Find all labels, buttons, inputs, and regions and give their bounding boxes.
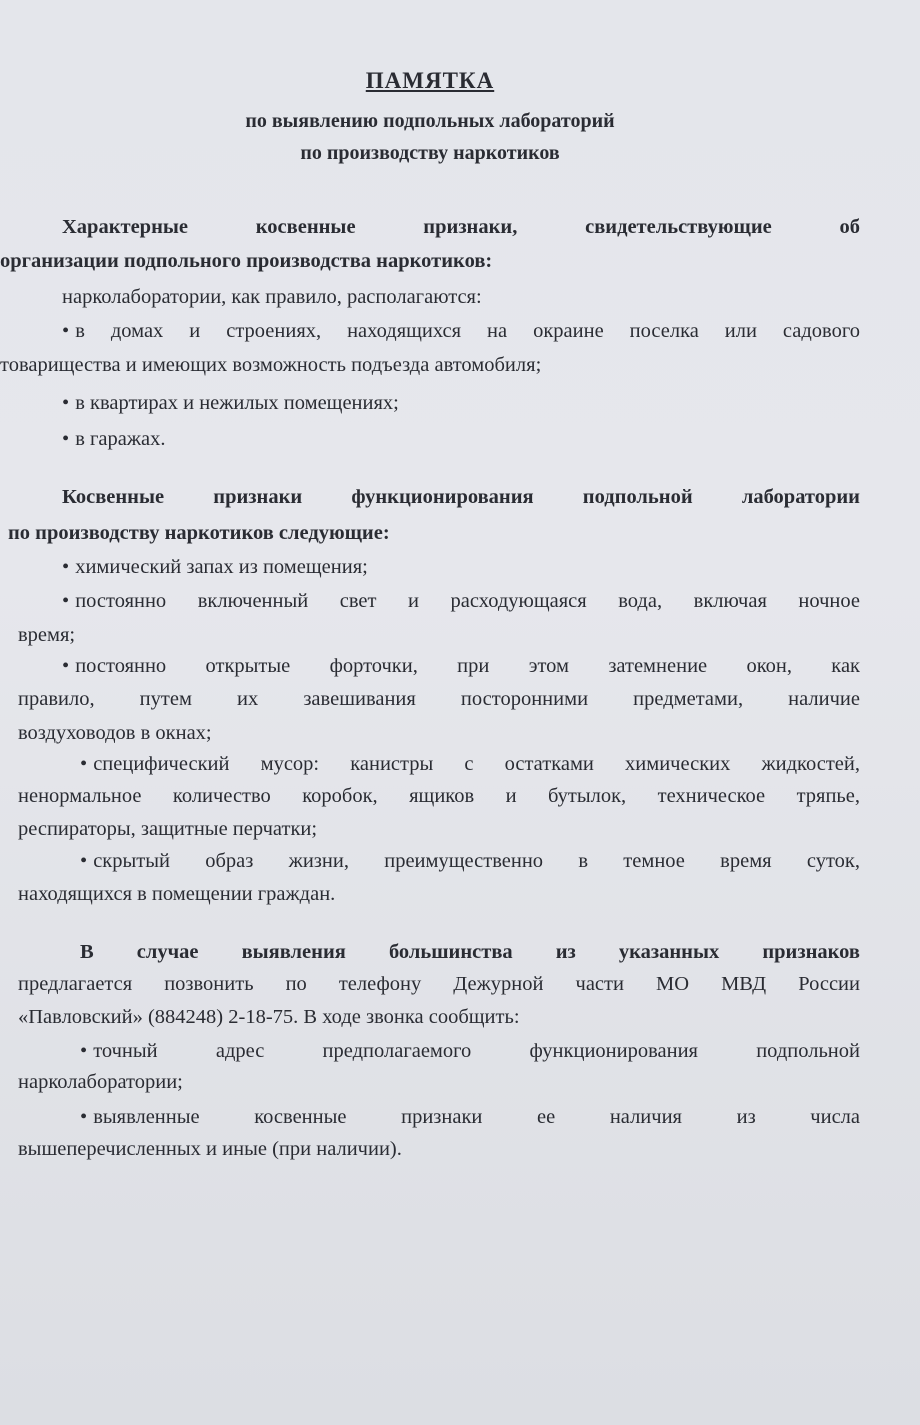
list-item bbox=[80, 1036, 860, 1066]
list-item-continuation: товарищества и имеющих возможность подъезда автомобиля; bbox=[0, 354, 542, 376]
list-item-text: скрытый образ жизни, преимущественно в темное время суток, bbox=[93, 850, 860, 872]
section1-heading-line2: организации подпольного производства наркотиков: bbox=[0, 250, 493, 272]
list-item bbox=[62, 552, 860, 582]
bullet-icon: • bbox=[62, 655, 70, 677]
list-item bbox=[62, 316, 860, 346]
list-item bbox=[62, 651, 860, 681]
document-subtitle-line1: по выявлению подпольных лабораторий bbox=[245, 110, 615, 132]
document-subtitle-line2: по производству наркотиков bbox=[300, 142, 560, 164]
bullet-icon: • bbox=[62, 556, 70, 578]
list-item-continuation: время; bbox=[18, 624, 76, 646]
list-item bbox=[80, 749, 860, 779]
list-item-text: постоянно открытые форточки, при этом затемнение окон, как bbox=[75, 655, 860, 677]
list-item bbox=[62, 388, 860, 418]
list-item-continuation: ненормальное количество коробок, ящиков и бутылок, техническое тряпье, bbox=[18, 785, 860, 807]
list-item-text: в гаражах. bbox=[75, 428, 166, 450]
section1-intro: нарколаборатории, как правило, располагаются: bbox=[62, 286, 482, 308]
list-item-continuation: респираторы, защитные перчатки; bbox=[18, 818, 318, 840]
section3-heading: В случае выявления большинства из указанных признаков bbox=[80, 941, 860, 963]
section3-paragraph-line: «Павловский» (884248) 2-18-75. В ходе звонка сообщить: bbox=[18, 1006, 520, 1028]
list-item-continuation: находящихся в помещении граждан. bbox=[18, 883, 336, 905]
list-item-continuation: правило, путем их завешивания посторонними предметами, наличие bbox=[18, 688, 860, 710]
bullet-icon: • bbox=[80, 850, 88, 872]
document-title: ПАМЯТКА bbox=[365, 68, 495, 93]
list-item bbox=[62, 424, 860, 454]
list-item-text: в домах и строениях, находящихся на окраине поселка или садового bbox=[75, 320, 860, 342]
list-item-continuation: воздуховодов в окнах; bbox=[18, 722, 212, 744]
section3-paragraph-line: предлагается позвонить по телефону Дежурной части МО МВД России bbox=[18, 973, 860, 995]
list-item-continuation: вышеперечисленных и иные (при наличии). bbox=[18, 1138, 402, 1160]
list-item-text: постоянно включенный свет и расходующаяся вода, включая ночное bbox=[75, 590, 860, 612]
section1-heading-line1: Характерные косвенные признаки, свидетельствующие об bbox=[62, 216, 860, 238]
list-item bbox=[80, 846, 860, 876]
bullet-icon: • bbox=[62, 392, 70, 414]
bullet-icon: • bbox=[62, 590, 70, 612]
list-item-text: выявленные косвенные признаки ее наличия из числа bbox=[93, 1106, 860, 1128]
list-item-text: точный адрес предполагаемого функционирования подпольной bbox=[93, 1040, 860, 1062]
list-item bbox=[80, 1102, 860, 1132]
section2-heading-line2: по производству наркотиков следующие: bbox=[8, 522, 390, 544]
list-item-text: химический запах из помещения; bbox=[75, 556, 368, 578]
list-item-continuation: нарколаборатории; bbox=[18, 1071, 183, 1093]
bullet-icon: • bbox=[80, 1106, 88, 1128]
bullet-icon: • bbox=[62, 428, 70, 450]
bullet-icon: • bbox=[80, 753, 88, 775]
bullet-icon: • bbox=[62, 320, 70, 342]
list-item-text: в квартирах и нежилых помещениях; bbox=[75, 392, 399, 414]
bullet-icon: • bbox=[80, 1040, 88, 1062]
section2-heading-line1: Косвенные признаки функционирования подпольной лаборатории bbox=[62, 486, 860, 508]
list-item bbox=[62, 586, 860, 616]
list-item-text: специфический мусор: канистры с остатками химических жидкостей, bbox=[93, 753, 860, 775]
